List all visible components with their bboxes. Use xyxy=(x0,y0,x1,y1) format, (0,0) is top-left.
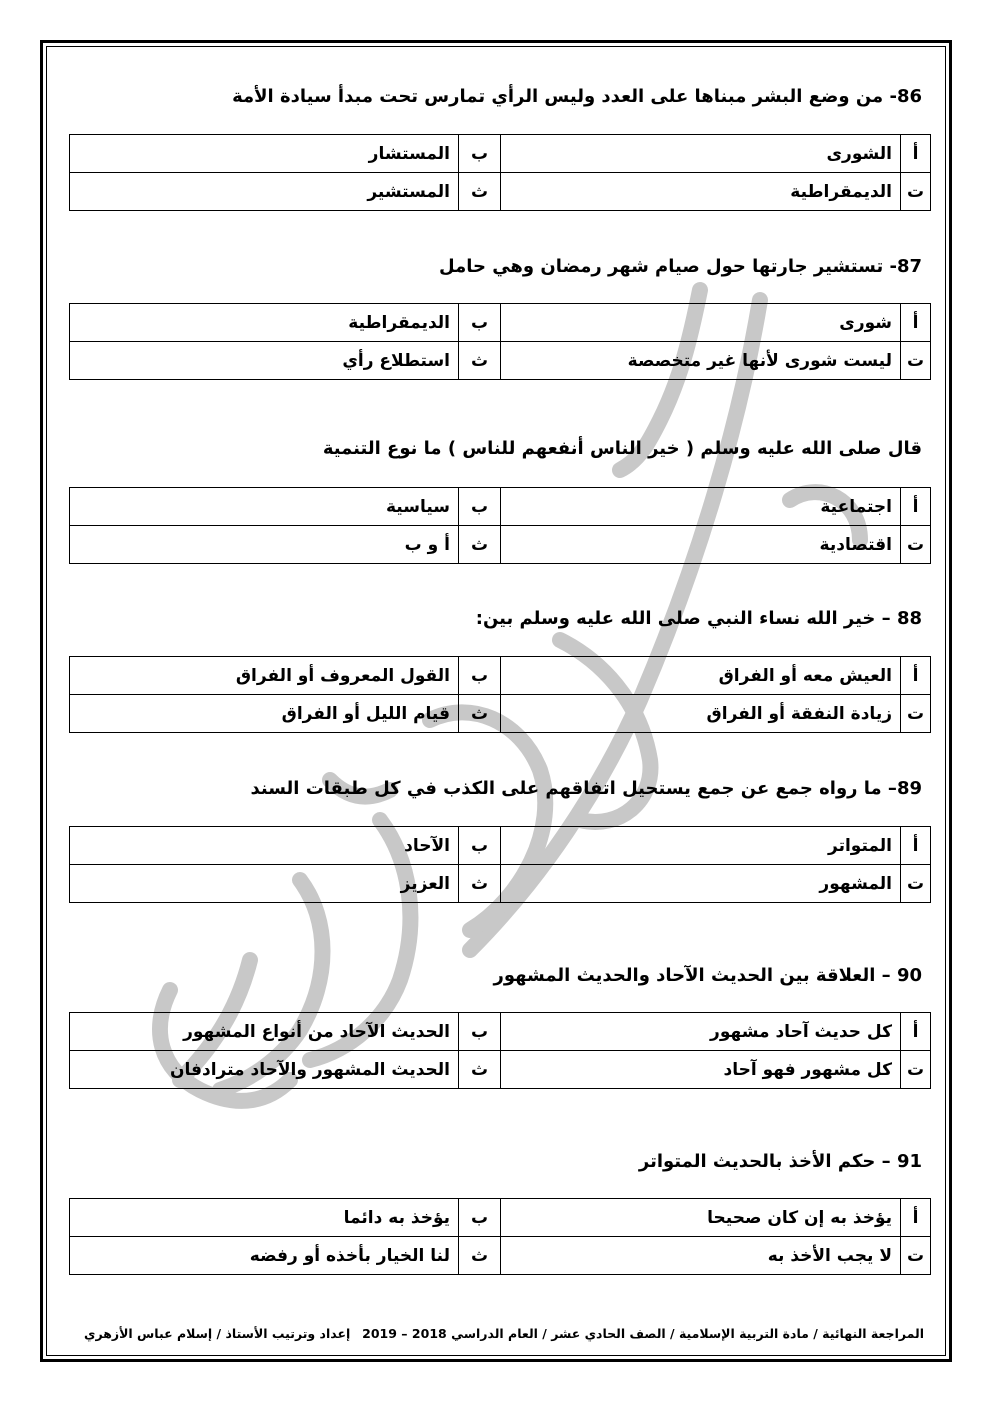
option-letter-th: ث xyxy=(459,695,501,733)
option-letter-a: أ xyxy=(901,657,931,695)
option-letter-th: ث xyxy=(459,1051,501,1089)
option-letter-th: ث xyxy=(459,173,501,211)
option-letter-th: ث xyxy=(459,865,501,903)
footer-course-info: المراجعة النهائية / مادة التربية الإسلامية / الصف الحادي عشر / العام الدراسي 2018 – 2019 xyxy=(362,1326,924,1341)
option-letter-t: ت xyxy=(901,1237,931,1275)
option-letter-t: ت xyxy=(901,526,931,564)
option-row xyxy=(70,1013,931,1051)
option-b[interactable]: الحديث الآحاد من أنواع المشهور xyxy=(70,1013,459,1051)
option-row xyxy=(70,1199,931,1237)
option-t[interactable]: زيادة النفقة أو الفراق xyxy=(501,695,901,733)
option-letter-b: ب xyxy=(459,827,501,865)
option-row xyxy=(70,526,931,564)
option-row xyxy=(70,827,931,865)
option-b[interactable]: الديمقراطية xyxy=(70,304,459,342)
options-table-86 xyxy=(69,134,931,211)
option-th[interactable]: المستشير xyxy=(70,173,459,211)
option-row xyxy=(70,488,931,526)
option-th[interactable]: العزيز xyxy=(70,865,459,903)
option-t[interactable]: الديمقراطية xyxy=(501,173,901,211)
option-b[interactable]: القول المعروف أو الفراق xyxy=(70,657,459,695)
option-t[interactable]: المشهور xyxy=(501,865,901,903)
option-letter-a: أ xyxy=(901,135,931,173)
option-letter-a: أ xyxy=(901,1199,931,1237)
option-row xyxy=(70,173,931,211)
option-letter-b: ب xyxy=(459,1013,501,1051)
option-letter-th: ث xyxy=(459,526,501,564)
option-a[interactable]: الشورى xyxy=(501,135,901,173)
options-table-89 xyxy=(69,826,931,903)
option-a[interactable]: يؤخذ به إن كان صحيحا xyxy=(501,1199,901,1237)
question-development: قال صلى الله عليه وسلم ( خير الناس أنفعهم للناس ) ما نوع التنمية xyxy=(322,438,922,459)
question-91: 91 – حكم الأخذ بالحديث المتواتر xyxy=(638,1151,922,1172)
options-table-development xyxy=(69,487,931,564)
option-row xyxy=(70,342,931,380)
option-row xyxy=(70,657,931,695)
option-letter-t: ت xyxy=(901,1051,931,1089)
option-a[interactable]: اجتماعية xyxy=(501,488,901,526)
option-row xyxy=(70,1237,931,1275)
option-b[interactable]: سياسية xyxy=(70,488,459,526)
option-t[interactable]: اقتصادية xyxy=(501,526,901,564)
option-letter-th: ث xyxy=(459,1237,501,1275)
options-table-91 xyxy=(69,1198,931,1275)
option-row xyxy=(70,1051,931,1089)
option-letter-t: ت xyxy=(901,342,931,380)
question-86: 86- من وضع البشر مبناها على العدد وليس الرأي تمارس تحت مبدأ سيادة الأمة xyxy=(232,86,922,107)
option-letter-b: ب xyxy=(459,135,501,173)
options-table-87 xyxy=(69,303,931,380)
option-letter-a: أ xyxy=(901,488,931,526)
option-th[interactable]: الحديث المشهور والآحاد مترادفان xyxy=(70,1051,459,1089)
question-88: 88 – خير الله نساء النبي صلى الله عليه وسلم بين: xyxy=(475,608,922,629)
option-a[interactable]: العيش معه أو الفراق xyxy=(501,657,901,695)
option-letter-th: ث xyxy=(459,342,501,380)
question-87: 87- تستشير جارتها حول صيام شهر رمضان وهي حامل xyxy=(439,256,922,277)
question-90: 90 – العلاقة بين الحديث الآحاد والحديث المشهور xyxy=(493,965,922,986)
option-a[interactable]: شورى xyxy=(501,304,901,342)
option-th[interactable]: استطلاع رأي xyxy=(70,342,459,380)
options-table-88 xyxy=(69,656,931,733)
options-table-90 xyxy=(69,1012,931,1089)
option-letter-t: ت xyxy=(901,695,931,733)
option-b[interactable]: يؤخذ به دائما xyxy=(70,1199,459,1237)
option-letter-a: أ xyxy=(901,304,931,342)
option-letter-b: ب xyxy=(459,1199,501,1237)
option-letter-a: أ xyxy=(901,827,931,865)
option-t[interactable]: كل مشهور فهو آحاد xyxy=(501,1051,901,1089)
option-a[interactable]: كل حديث آحاد مشهور xyxy=(501,1013,901,1051)
option-th[interactable]: لنا الخيار بأخذه أو رفضه xyxy=(70,1237,459,1275)
option-b[interactable]: المستشار xyxy=(70,135,459,173)
option-letter-b: ب xyxy=(459,657,501,695)
option-letter-b: ب xyxy=(459,488,501,526)
option-th[interactable]: قيام الليل أو الفراق xyxy=(70,695,459,733)
question-89: 89– ما رواه جمع عن جمع يستحيل اتفاقهم على الكذب في كل طبقات السند xyxy=(250,778,922,799)
option-b[interactable]: الآحاد xyxy=(70,827,459,865)
option-t[interactable]: لا يجب الأخذ به xyxy=(501,1237,901,1275)
option-row xyxy=(70,865,931,903)
option-a[interactable]: المتواتر xyxy=(501,827,901,865)
option-letter-b: ب xyxy=(459,304,501,342)
option-row xyxy=(70,135,931,173)
option-letter-t: ت xyxy=(901,173,931,211)
option-t[interactable]: ليست شورى لأنها غير متخصصة xyxy=(501,342,901,380)
option-row xyxy=(70,695,931,733)
option-th[interactable]: أ و ب xyxy=(70,526,459,564)
footer-author: إعداد وترتيب الأستاذ / إسلام عباس الأزهري xyxy=(84,1326,351,1341)
option-letter-a: أ xyxy=(901,1013,931,1051)
option-letter-t: ت xyxy=(901,865,931,903)
option-row xyxy=(70,304,931,342)
